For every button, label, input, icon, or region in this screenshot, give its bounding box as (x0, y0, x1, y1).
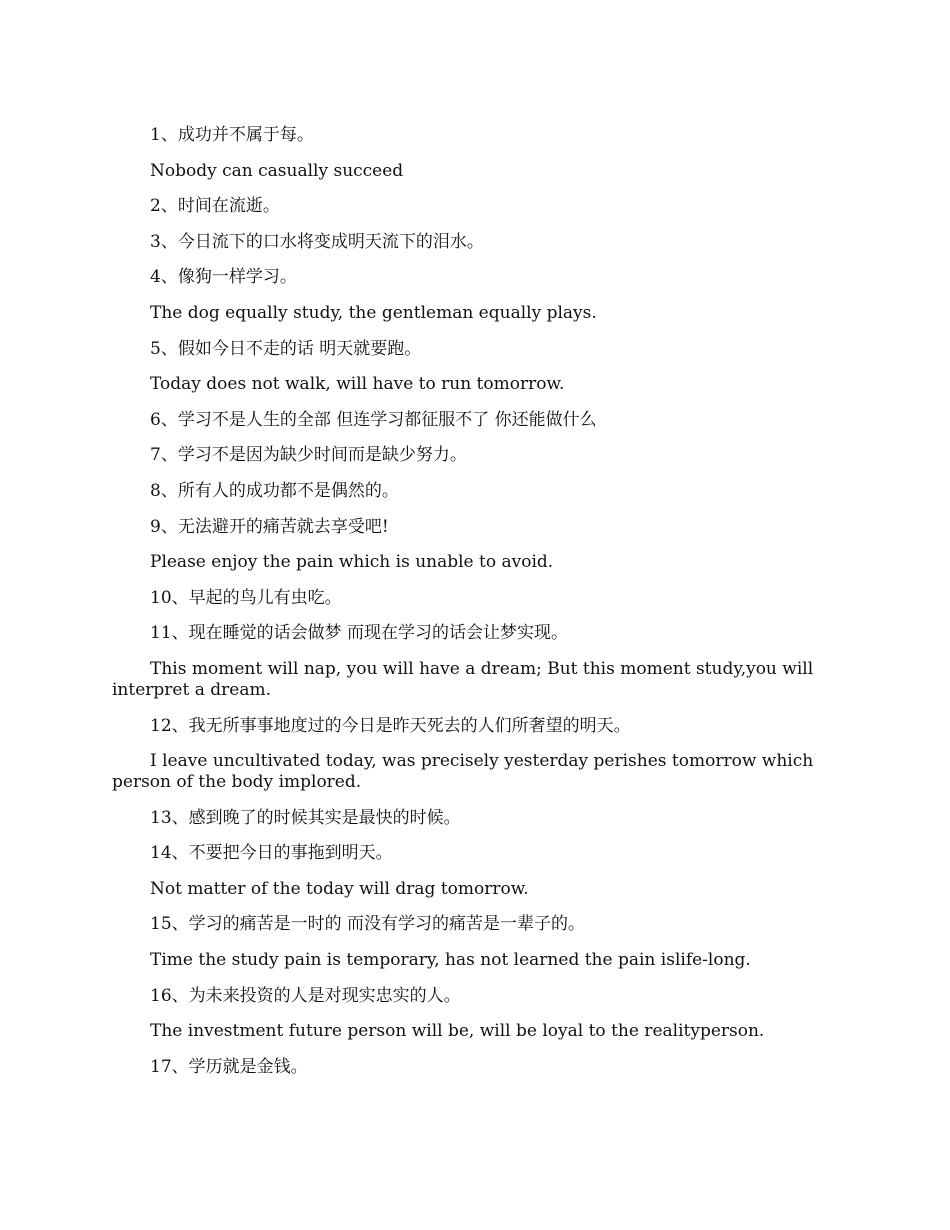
paragraph-7: 5、假如今日不走的话 明天就要跑。 (150, 338, 422, 359)
paragraph-19: 13、感到晚了的时候其实是最快的时候。 (150, 807, 461, 828)
paragraph-8: Today does not walk, will have to run tomorrow. (150, 374, 565, 395)
paragraph-21: Not matter of the today will drag tomorrow. (150, 878, 529, 899)
paragraph-12: 9、无法避开的痛苦就去享受吧! (150, 516, 389, 537)
paragraph-24: 16、为未来投资的人是对现实忠实的人。 (150, 985, 461, 1006)
paragraph-17: 12、我无所事事地度过的今日是昨天死去的人们所奢望的明天。 (150, 715, 631, 736)
paragraph-18: I leave uncultivated today, was precisely yesterday perishes tomorrow which person of the body implored. (112, 751, 814, 793)
paragraph-6: The dog equally study, the gentleman equally plays. (150, 302, 597, 323)
paragraph-9: 6、学习不是人生的全部 但连学习都征服不了 你还能做什么 (150, 409, 597, 430)
paragraph-16: This moment will nap, you will have a dream; But this moment study,you will interpret a dream. (112, 658, 814, 700)
paragraph-5: 4、像狗一样学习。 (150, 267, 297, 288)
paragraph-11: 8、所有人的成功都不是偶然的。 (150, 480, 399, 501)
paragraph-4: 3、今日流下的口水将变成明天流下的泪水。 (150, 231, 484, 252)
paragraph-23: Time the study pain is temporary, has not learned the pain islife-long. (150, 950, 751, 971)
paragraph-14: 10、早起的鸟儿有虫吃。 (150, 587, 342, 608)
paragraph-13: Please enjoy the pain which is unable to avoid. (150, 552, 554, 573)
paragraph-20: 14、不要把今日的事拖到明天。 (150, 843, 393, 864)
paragraph-3: 2、时间在流逝。 (150, 196, 280, 217)
paragraph-25: The investment future person will be, will be loyal to the realityperson. (150, 1021, 765, 1042)
paragraph-1: 1、成功并不属于每。 (150, 125, 314, 145)
paragraph-22: 15、学习的痛苦是一时的 而没有学习的痛苦是一辈子的。 (150, 914, 586, 935)
paragraph-10: 7、学习不是因为缺少时间而是缺少努力。 (150, 445, 467, 466)
paragraph-26: 17、学历就是金钱。 (150, 1056, 308, 1077)
paragraph-15: 11、现在睡觉的话会做梦 而现在学习的话会让梦实现。 (150, 623, 569, 644)
paragraph-2: Nobody can casually succeed (150, 160, 404, 181)
document-body (112, 125, 842, 1092)
